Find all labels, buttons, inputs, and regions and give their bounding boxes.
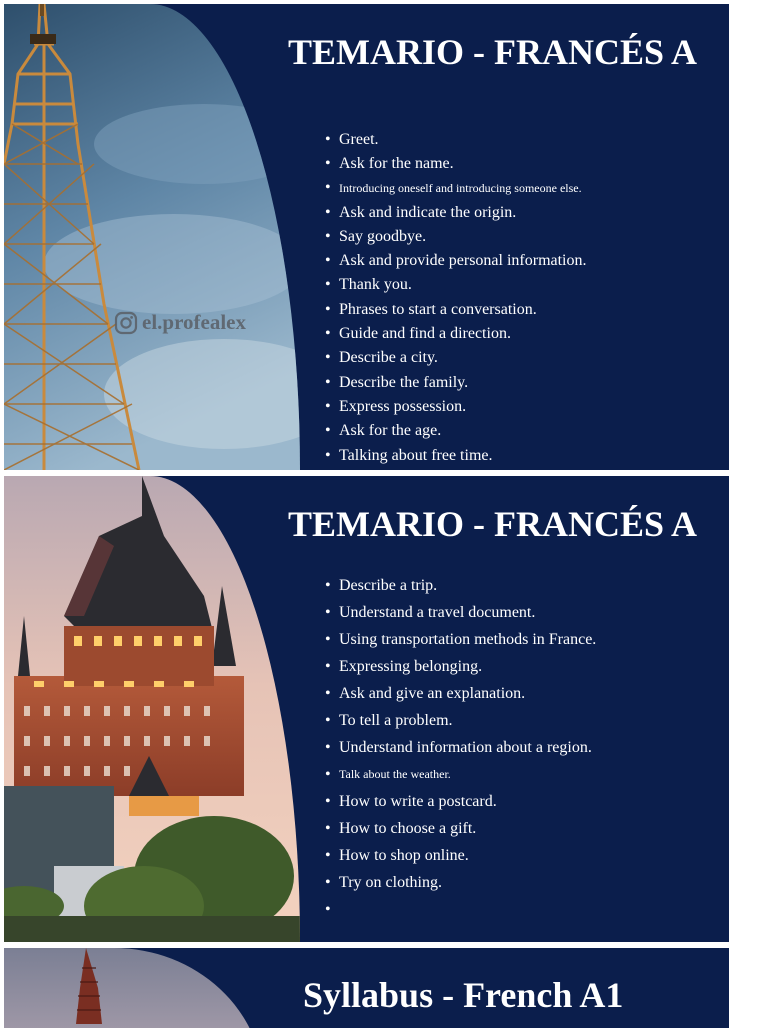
slide-1 xyxy=(4,4,729,470)
list-item: • Greet. xyxy=(325,129,685,153)
list-item: • Describe a trip. xyxy=(325,572,645,599)
slide-title: Syllabus - French A1 xyxy=(303,975,624,1015)
spire-photo xyxy=(4,948,264,1028)
topic-list xyxy=(325,129,685,469)
watermark-handle: el.profealex xyxy=(142,310,246,334)
slide-3 xyxy=(4,948,729,1028)
slide-2 xyxy=(4,476,729,942)
eiffel-tower-photo xyxy=(4,4,300,470)
list-item: • Describe the family. xyxy=(325,372,685,396)
instagram-icon xyxy=(114,311,138,335)
list-item: • Describe a city. xyxy=(325,347,685,371)
list-item: • Talking about free time. xyxy=(325,445,685,469)
list-item: • Ask for the age. xyxy=(325,420,685,444)
list-item: • Guide and find a direction. xyxy=(325,323,685,347)
topic-list xyxy=(325,572,645,896)
list-item: • How to choose a gift. xyxy=(325,815,645,842)
chateau-frontenac-photo xyxy=(4,476,300,942)
list-item: • Thank you. xyxy=(325,274,685,298)
list-item: • How to write a postcard. xyxy=(325,788,645,815)
list-item: • Understand information about a region. xyxy=(325,734,645,761)
watermark xyxy=(114,310,246,335)
list-item: • Ask for the name. xyxy=(325,153,685,177)
slide-title: TEMARIO - FRANCÉS A xyxy=(288,504,698,544)
list-item: • Express possession. xyxy=(325,396,685,420)
list-item: • Expressing belonging. xyxy=(325,653,645,680)
list-item: • Ask and indicate the origin. xyxy=(325,202,685,226)
list-item: • To tell a problem. xyxy=(325,707,645,734)
list-item: • Introducing oneself and introducing someone else. xyxy=(325,178,685,202)
list-item: • Talk about the weather. xyxy=(325,761,645,788)
list-item: • How to shop online. xyxy=(325,842,645,869)
list-item: • Phrases to start a conversation. xyxy=(325,299,685,323)
list-item: • Ask and provide personal information. xyxy=(325,250,685,274)
list-item: • Ask and give an explanation. xyxy=(325,680,645,707)
list-item: • Understand a travel document. xyxy=(325,599,645,626)
list-item: • Using transportation methods in France. xyxy=(325,626,645,653)
list-item: • Try on clothing. xyxy=(325,869,645,896)
list-item: • Say goodbye. xyxy=(325,226,685,250)
slide-title: TEMARIO - FRANCÉS A xyxy=(288,32,698,72)
